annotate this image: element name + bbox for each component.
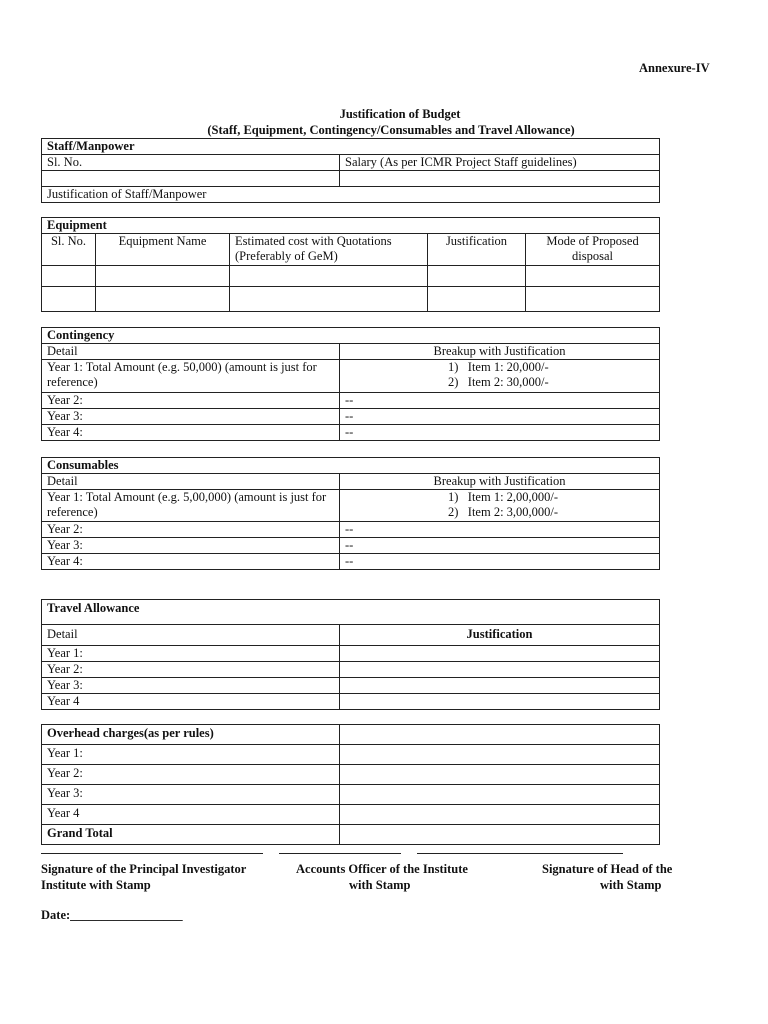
staff-col-salary: Salary (As per ICMR Project Staff guidelines) xyxy=(340,155,660,171)
contingency-col-detail: Detail xyxy=(42,344,340,360)
travel-year1: Year 1: xyxy=(42,646,340,662)
contingency-year4-value: -- xyxy=(340,425,660,441)
equipment-table xyxy=(41,217,660,312)
equipment-cell[interactable] xyxy=(96,287,230,312)
signature-head-line2: with Stamp xyxy=(600,878,662,892)
page-title: Justification of Budget xyxy=(339,107,461,121)
equipment-cell[interactable] xyxy=(42,287,96,312)
consumables-table xyxy=(41,457,660,570)
contingency-year2-value: -- xyxy=(340,393,660,409)
overhead-year3: Year 3: xyxy=(42,785,340,805)
equipment-cell[interactable] xyxy=(526,287,660,312)
signature-head-line1: Signature of Head of the xyxy=(542,862,673,876)
travel-cell[interactable] xyxy=(340,662,660,678)
contingency-year3: Year 3: xyxy=(42,409,340,425)
overhead-year4: Year 4 xyxy=(42,805,340,825)
contingency-item1: 1) Item 1: 20,000/- xyxy=(448,360,549,374)
equipment-col-name: Equipment Name xyxy=(96,234,230,266)
travel-cell[interactable] xyxy=(340,646,660,662)
consumables-year2: Year 2: xyxy=(42,522,340,538)
equipment-cell[interactable] xyxy=(428,266,526,287)
signature-ao-line1: Accounts Officer of the Institute xyxy=(296,862,468,876)
equipment-cell[interactable] xyxy=(230,266,428,287)
travel-year2: Year 2: xyxy=(42,662,340,678)
staff-table xyxy=(41,138,660,203)
overhead-cell[interactable] xyxy=(340,745,660,765)
travel-table xyxy=(41,599,660,710)
signature-pi-line1: Signature of the Principal Investigator xyxy=(41,862,247,876)
overhead-cell[interactable] xyxy=(340,765,660,785)
equipment-heading: Equipment xyxy=(42,218,660,234)
equipment-cell[interactable] xyxy=(230,287,428,312)
equipment-cell[interactable] xyxy=(526,266,660,287)
consumables-year4-value: -- xyxy=(340,554,660,570)
travel-heading: Travel Allowance xyxy=(42,600,660,625)
equipment-cell[interactable] xyxy=(42,266,96,287)
travel-cell[interactable] xyxy=(340,694,660,710)
equipment-cell[interactable] xyxy=(96,266,230,287)
overhead-year2: Year 2: xyxy=(42,765,340,785)
travel-year4: Year 4 xyxy=(42,694,340,710)
signature-line-pi xyxy=(41,853,263,854)
contingency-breakup xyxy=(340,360,660,393)
overhead-heading: Overhead charges(as per rules) xyxy=(42,725,340,745)
contingency-item2: 2) Item 2: 30,000/- xyxy=(448,375,549,389)
contingency-heading: Contingency xyxy=(42,328,660,344)
contingency-year1: Year 1: Total Amount (e.g. 50,000) (amount is just for reference) xyxy=(42,360,340,393)
consumables-item2: 2) Item 2: 3,00,000/- xyxy=(448,505,559,519)
grand-total-label: Grand Total xyxy=(42,825,340,845)
consumables-breakup xyxy=(340,490,660,522)
consumables-year3-value: -- xyxy=(340,538,660,554)
travel-cell[interactable] xyxy=(340,678,660,694)
staff-justification: Justification of Staff/Manpower xyxy=(42,187,660,203)
overhead-table xyxy=(41,724,660,845)
signature-line-ao xyxy=(279,853,401,854)
overhead-cell[interactable] xyxy=(340,785,660,805)
staff-col-sl: Sl. No. xyxy=(42,155,340,171)
staff-cell[interactable] xyxy=(42,171,340,187)
consumables-year1: Year 1: Total Amount (e.g. 5,00,000) (amount is just for reference) xyxy=(42,490,340,522)
equipment-col-mode: Mode of Proposed disposal xyxy=(526,234,660,266)
signature-line-head xyxy=(417,853,623,854)
overhead-cell[interactable] xyxy=(340,805,660,825)
contingency-year3-value: -- xyxy=(340,409,660,425)
consumables-year4: Year 4: xyxy=(42,554,340,570)
equipment-col-cost: Estimated cost with Quotations (Preferably of GeM) xyxy=(230,234,428,266)
contingency-year2: Year 2: xyxy=(42,393,340,409)
overhead-cell[interactable] xyxy=(340,725,660,745)
equipment-col-sl: Sl. No. xyxy=(42,234,96,266)
travel-year3: Year 3: xyxy=(42,678,340,694)
consumables-item1: 1) Item 1: 2,00,000/- xyxy=(448,490,559,504)
travel-col-detail: Detail xyxy=(42,625,340,646)
signature-pi-line2: Institute with Stamp xyxy=(41,878,151,892)
contingency-year4: Year 4: xyxy=(42,425,340,441)
annexure-label: Annexure-IV xyxy=(639,61,710,75)
equipment-col-justification: Justification xyxy=(428,234,526,266)
signature-ao-line2: with Stamp xyxy=(349,878,411,892)
consumables-year3: Year 3: xyxy=(42,538,340,554)
equipment-cell[interactable] xyxy=(428,287,526,312)
consumables-heading: Consumables xyxy=(42,458,660,474)
consumables-year2-value: -- xyxy=(340,522,660,538)
date-label[interactable]: Date:__________________ xyxy=(41,908,183,922)
page-subtitle: (Staff, Equipment, Contingency/Consumables and Travel Allowance) xyxy=(207,123,575,137)
consumables-col-detail: Detail xyxy=(42,474,340,490)
travel-col-justification: Justification xyxy=(340,625,660,646)
contingency-table xyxy=(41,327,660,441)
staff-cell[interactable] xyxy=(340,171,660,187)
overhead-year1: Year 1: xyxy=(42,745,340,765)
consumables-col-breakup: Breakup with Justification xyxy=(340,474,660,490)
contingency-col-breakup: Breakup with Justification xyxy=(340,344,660,360)
grand-total-cell[interactable] xyxy=(340,825,660,845)
staff-heading: Staff/Manpower xyxy=(42,139,660,155)
